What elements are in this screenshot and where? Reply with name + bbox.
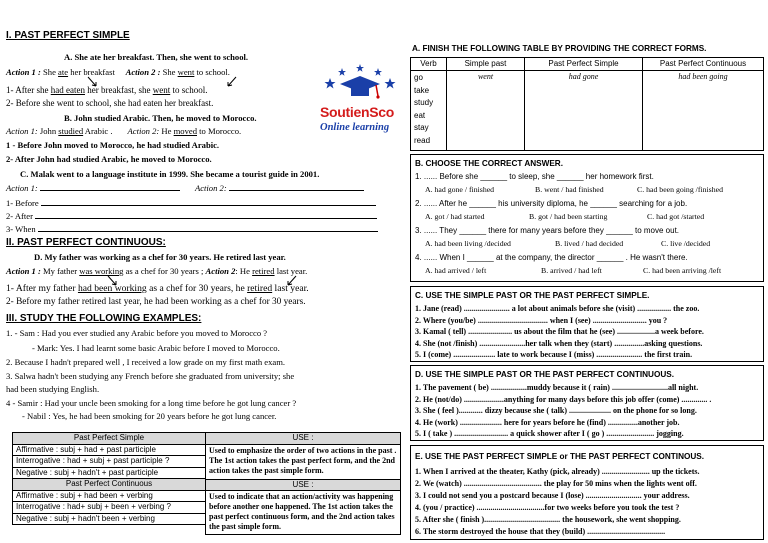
study-example-3b: had been studying English. — [6, 384, 100, 394]
use-description-2: Used to indicate that an action/activity was happening before another one happened. The 1st action takes the past perfect continuous form, and the 2nd action takes the past simple form. — [206, 491, 401, 535]
section-a-title: A. FINISH THE FOLLOWING TABLE BY PROVIDING THE CORRECT FORMS. — [412, 44, 707, 53]
simple-past-cell[interactable]: went — [447, 71, 525, 151]
section-title-past-perfect-simple: I. PAST PERFECT SIMPLE — [6, 30, 130, 41]
d-line-2: 2. He (not/do) ....................anything for many days before this job offer (come) ............. . — [415, 394, 712, 404]
verb-forms-table — [410, 57, 764, 151]
pps-interrogative: Interrogative : had + subj + past participle ? — [13, 456, 206, 468]
example-b-actions: Action 1: John studied Arabic . Action 2: He moved to Morocco. — [6, 126, 242, 136]
example-c-when: 3- When — [6, 224, 378, 235]
example-a-sentence-1: 1- After she had eaten her breakfast, she went to school. — [6, 85, 208, 95]
q2-option-c[interactable]: C. had got /started — [647, 212, 705, 221]
example-b-sentence-2: 2- After John had studied Arabic, he moved to Morocco. — [6, 154, 212, 164]
question-2: 2. ...... After he ______ his university diploma, he ______ searching for a job. — [415, 199, 688, 208]
section-b-title: B. CHOOSE THE CORRECT ANSWER. — [415, 159, 563, 168]
q3-option-a[interactable]: A. had been living /decided — [425, 239, 511, 248]
q1-option-a[interactable]: A. had gone / finished — [425, 185, 495, 194]
example-a-sentence-2: 2- Before she went to school, she had eaten her breakfast. — [6, 98, 214, 108]
past-perfect-continuous-cell[interactable]: had been going — [643, 71, 764, 151]
ppc-affirmative: Affirmative : subj + had been + verbing — [13, 490, 206, 502]
section-b — [410, 154, 764, 282]
example-b-sentence-1: 1 - Before John moved to Morocco, he had studied Arabic. — [6, 140, 220, 150]
example-d-sentence-2: 2- Before my father retired last year, he had been working as a chef for 30 years. — [6, 297, 306, 307]
q2-option-a[interactable]: A. got / had started — [425, 212, 485, 221]
e-line-2: 2. We (watch) ....................................... the play for 50 mins when the lights went off. — [415, 479, 697, 488]
study-example-3a: 3. Salwa hadn't been studying any French before she graduated from university; she — [6, 371, 295, 381]
ppc-negative: Negative : subj + hadn't been + verbing — [13, 513, 206, 525]
example-d: D. My father was working as a chef for 30 years. He retired last year. — [34, 252, 286, 262]
col-verb: Verb — [411, 58, 447, 71]
example-d-actions: Action 1 : My father was working as a chef for 30 years ; Action 2: He retired last year. — [6, 266, 308, 276]
d-line-4: 4. He (work) ..................... here for years before he (find) ...............another job. — [415, 417, 680, 427]
d-line-3: 3. She ( feel )............ dizzy because she ( talk) ..................... on the phone for so long. — [415, 406, 697, 415]
q4-option-b[interactable]: B. arrived / had left — [541, 266, 602, 275]
before-blank[interactable] — [41, 198, 376, 206]
section-title-study-examples: III. STUDY THE FOLLOWING EXAMPLES: — [6, 313, 202, 324]
c-line-5: 5. I (come) ..................... late to work because I (miss) ....................... the first train. — [415, 350, 693, 359]
example-a-actions: Action 1 : She ate her breakfast Action 2 : She went to school. — [6, 67, 230, 77]
verb-take: take — [414, 85, 430, 95]
study-example-1a: 1. - Sam : Had you ever studied any Arabic before you moved to Morocco ? — [6, 328, 268, 338]
study-example-1b: - Mark: Yes. I had learnt some basic Arabic before I moved to Morocco. — [32, 343, 280, 353]
example-a: A. She ate her breakfast. Then, she went to school. — [64, 52, 249, 62]
study-example-2: 2. Because I hadn't prepared well , I received a low grade on my first math exam. — [6, 357, 286, 367]
study-example-4a: 4 - Samir : Had your uncle been smoking for a long time before he got lung cancer ? — [6, 398, 297, 408]
pps-negative: Negative : subj + hadn't + past participle — [13, 467, 206, 479]
q1-option-b[interactable]: B. went / had finished — [535, 185, 604, 194]
example-c-actions: Action 1: Action 2: — [6, 183, 364, 194]
ppc-header: Past Perfect Continuous — [13, 479, 206, 491]
section-c-title: C. USE THE SIMPLE PAST OR THE PAST PERFECT SIMPLE. — [415, 291, 650, 300]
when-blank[interactable] — [38, 224, 378, 232]
c-line-4: 4. She (not /finish) .......................her talk when they (start) ...............asking questions. — [415, 338, 703, 348]
example-c-before: 1- Before — [6, 198, 376, 209]
logo-tagline: Online learning — [320, 122, 390, 133]
col-simple-past: Simple past — [447, 58, 525, 71]
section-d — [410, 365, 764, 441]
q4-option-c[interactable]: C. had been arriving /left — [643, 266, 722, 275]
section-c — [410, 286, 764, 362]
after-blank[interactable] — [35, 211, 377, 219]
verb-read: read — [414, 135, 431, 145]
question-1: 1. ...... Before she ______ to sleep, she ______ her homework first. — [415, 172, 654, 181]
e-line-6: 6. The storm destroyed the house that they (build) ....................................... — [415, 527, 666, 536]
col-past-perfect-continuous: Past Perfect Continuous — [643, 58, 764, 71]
logo-name: SoutienSco — [320, 104, 395, 120]
verb-go: go — [414, 73, 423, 82]
example-b: B. John studied Arabic. Then, he moved to Morocco. — [64, 113, 257, 123]
past-perfect-simple-cell[interactable]: had gone — [525, 71, 643, 151]
pps-header: Past Perfect Simple — [13, 433, 206, 445]
usage-table — [205, 432, 401, 535]
use-header-1: USE : — [206, 433, 401, 445]
example-c-after: 2- After — [6, 211, 377, 222]
question-4: 4. ...... When I ______ at the company, the director ______ . He wasn't there. — [415, 253, 688, 262]
ppc-interrogative: Interrogative : had+ subj + been + verbing ? — [13, 502, 206, 514]
pps-affirmative: Affirmative : subj + had + past participle — [13, 444, 206, 456]
e-line-3: 3. I could not send you a postcard because I (lose) ............................ your address. — [415, 491, 690, 500]
past-perfect-simple-rules — [12, 432, 206, 525]
use-description-1: Used to emphasize the order of two actions in the past . The 1st action takes the past perfect form, and the 2nd action takes the past simple form. — [206, 444, 401, 479]
d-line-5: 5. I ( take ) ........................... a quick shower after I ( go ) ........................ jogging. — [415, 429, 684, 438]
verb-eat: eat — [414, 110, 426, 120]
q4-option-a[interactable]: A. had arrived / left — [425, 266, 487, 275]
right-column — [410, 30, 766, 542]
verb-list — [411, 71, 447, 151]
d-line-1: 1. The pavement ( be) ..................muddy because it ( rain) ............................all night. — [415, 383, 699, 392]
verb-study: study — [414, 98, 434, 108]
e-line-1: 1. When I arrived at the theater, Kathy (pick, already) ........................ up the tickets. — [415, 467, 700, 476]
e-line-5: 5. After she ( finish )...................................... the housework, she went shopping. — [415, 515, 681, 524]
c-line-2: 2. Where (you/be) ................................... when I (see) ........................... you ? — [415, 315, 668, 325]
section-title-past-perfect-continuous: II. PAST PERFECT CONTINUOUS: — [6, 237, 166, 248]
col-past-perfect-simple: Past Perfect Simple — [525, 58, 643, 71]
example-c: C. Malak went to a language institute in 1999. She became a tourist guide in 2001. — [20, 169, 320, 179]
question-3: 3. ...... They ______ there for many years before they ______ to move out. — [415, 226, 680, 235]
logo — [318, 58, 402, 144]
q3-option-c[interactable]: C. live /decided — [661, 239, 711, 248]
q2-option-b[interactable]: B. got / had been starting — [529, 212, 608, 221]
c-line-1: 1. Jane (read) ....................... a lot about animals before she (visit) ................. the zoo. — [415, 304, 700, 313]
use-header-2: USE : — [206, 479, 401, 491]
q3-option-b[interactable]: B. lived / had decided — [555, 239, 624, 248]
e-line-4: 4. (you / practice) ..................................for two weeks before you took the test ? — [415, 503, 680, 512]
action-1-blank[interactable] — [40, 183, 180, 191]
q1-option-c[interactable]: C. had been going /finished — [637, 185, 723, 194]
action-2-blank[interactable] — [229, 183, 364, 191]
study-example-4b: - Nabil : Yes, he had been smoking for 20 years before he got lung cancer. — [22, 411, 277, 421]
c-line-3: 3. Kamal ( tell) ...................... us about the film that he (see) ...................a week before. — [415, 327, 704, 336]
section-d-title: D. USE THE SIMPLE PAST OR THE PAST PERFECT CONTINUOUS. — [415, 370, 674, 379]
section-e-title: E. USE THE PAST PERFECT SIMPLE or THE PAST PERFECT CONTINOUS. — [415, 452, 705, 461]
example-d-sentence-1: 1- After my father had been working as a chef for 30 years, he retired last year. — [6, 283, 309, 294]
verb-stay: stay — [414, 123, 429, 133]
section-e — [410, 445, 764, 540]
